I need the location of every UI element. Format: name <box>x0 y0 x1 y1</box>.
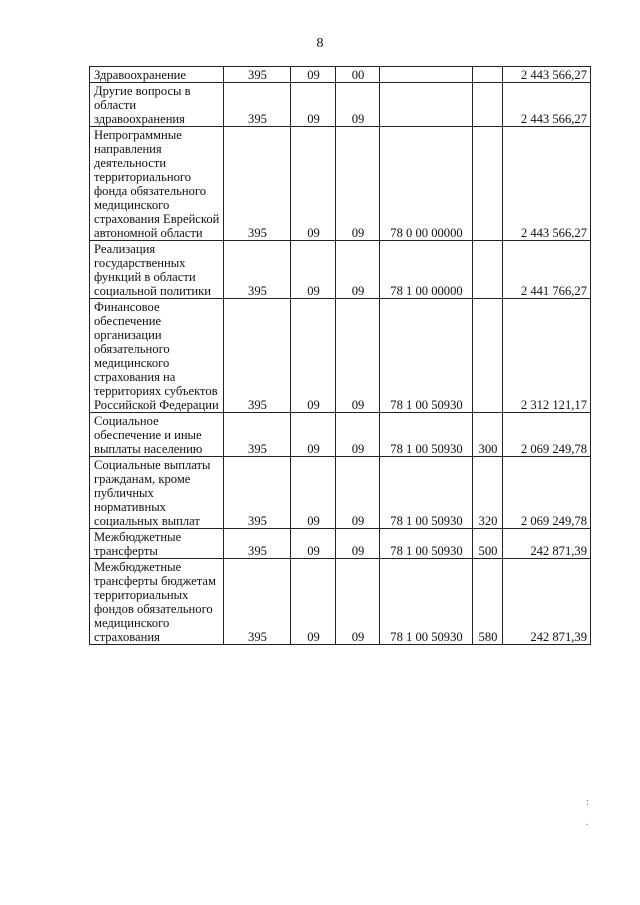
cell-section: 09 <box>291 413 336 457</box>
table-row <box>90 127 591 241</box>
cell-target-article: 78 1 00 50930 <box>380 457 473 529</box>
cell-subsection: 09 <box>336 457 380 529</box>
cell-expense-type <box>473 127 503 241</box>
cell-expense-type <box>473 241 503 299</box>
cell-expense-type: 500 <box>473 529 503 559</box>
scan-speck: . <box>586 817 589 828</box>
cell-name: Реализация государственных функций в области социальной политики <box>90 241 224 299</box>
cell-expense-type <box>473 83 503 127</box>
cell-amount: 2 441 766,27 <box>503 241 591 299</box>
cell-amount: 2 312 121,17 <box>503 299 591 413</box>
cell-grbs: 395 <box>224 529 291 559</box>
cell-subsection: 09 <box>336 83 380 127</box>
cell-grbs: 395 <box>224 241 291 299</box>
cell-name: Социальные выплаты гражданам, кроме публичных нормативных социальных выплат <box>90 457 224 529</box>
cell-section: 09 <box>291 241 336 299</box>
cell-name: Здравоохранение <box>90 67 224 83</box>
cell-grbs: 395 <box>224 299 291 413</box>
scan-speck: : <box>586 797 589 808</box>
cell-name: Непрограммные направления деятельности территориального фонда обязательного медицинского страхования Еврейской автономной области <box>90 127 224 241</box>
cell-target-article <box>380 67 473 83</box>
cell-name: Другие вопросы в области здравоохранения <box>90 83 224 127</box>
cell-expense-type: 300 <box>473 413 503 457</box>
page-number: 8 <box>316 36 324 51</box>
table-row <box>90 413 591 457</box>
cell-target-article: 78 1 00 50930 <box>380 529 473 559</box>
cell-expense-type <box>473 67 503 83</box>
cell-amount: 242 871,39 <box>503 529 591 559</box>
cell-grbs: 395 <box>224 559 291 645</box>
cell-amount: 2 443 566,27 <box>503 67 591 83</box>
cell-amount: 2 069 249,78 <box>503 413 591 457</box>
cell-grbs: 395 <box>224 413 291 457</box>
cell-amount: 2 069 249,78 <box>503 457 591 529</box>
cell-name: Финансовое обеспечение организации обязательного медицинского страхования на территориях субъектов Российской Федерации <box>90 299 224 413</box>
cell-target-article <box>380 83 473 127</box>
cell-section: 09 <box>291 457 336 529</box>
table-row <box>90 299 591 413</box>
cell-grbs: 395 <box>224 127 291 241</box>
cell-amount: 2 443 566,27 <box>503 83 591 127</box>
cell-section: 09 <box>291 559 336 645</box>
cell-section: 09 <box>291 67 336 83</box>
cell-subsection: 09 <box>336 241 380 299</box>
cell-subsection: 00 <box>336 67 380 83</box>
cell-section: 09 <box>291 83 336 127</box>
budget-table-body <box>90 67 591 645</box>
cell-target-article: 78 1 00 50930 <box>380 413 473 457</box>
cell-name: Межбюджетные трансферты бюджетам территориальных фондов обязательного медицинского страхования <box>90 559 224 645</box>
cell-target-article: 78 1 00 00000 <box>380 241 473 299</box>
cell-target-article: 78 1 00 50930 <box>380 559 473 645</box>
cell-target-article: 78 1 00 50930 <box>380 299 473 413</box>
cell-section: 09 <box>291 299 336 413</box>
cell-subsection: 09 <box>336 413 380 457</box>
cell-subsection: 09 <box>336 559 380 645</box>
budget-table <box>89 66 591 645</box>
cell-section: 09 <box>291 127 336 241</box>
cell-subsection: 09 <box>336 529 380 559</box>
cell-target-article: 78 0 00 00000 <box>380 127 473 241</box>
cell-name: Межбюджетные трансферты <box>90 529 224 559</box>
cell-grbs: 395 <box>224 457 291 529</box>
table-row <box>90 457 591 529</box>
cell-grbs: 395 <box>224 67 291 83</box>
cell-expense-type <box>473 299 503 413</box>
cell-subsection: 09 <box>336 299 380 413</box>
cell-amount: 2 443 566,27 <box>503 127 591 241</box>
cell-amount: 242 871,39 <box>503 559 591 645</box>
cell-grbs: 395 <box>224 83 291 127</box>
table-row <box>90 83 591 127</box>
table-row <box>90 67 591 83</box>
cell-expense-type: 580 <box>473 559 503 645</box>
cell-expense-type: 320 <box>473 457 503 529</box>
table-row <box>90 241 591 299</box>
cell-subsection: 09 <box>336 127 380 241</box>
table-row <box>90 529 591 559</box>
table-row <box>90 559 591 645</box>
cell-section: 09 <box>291 529 336 559</box>
cell-name: Социальное обеспечение и иные выплаты населению <box>90 413 224 457</box>
